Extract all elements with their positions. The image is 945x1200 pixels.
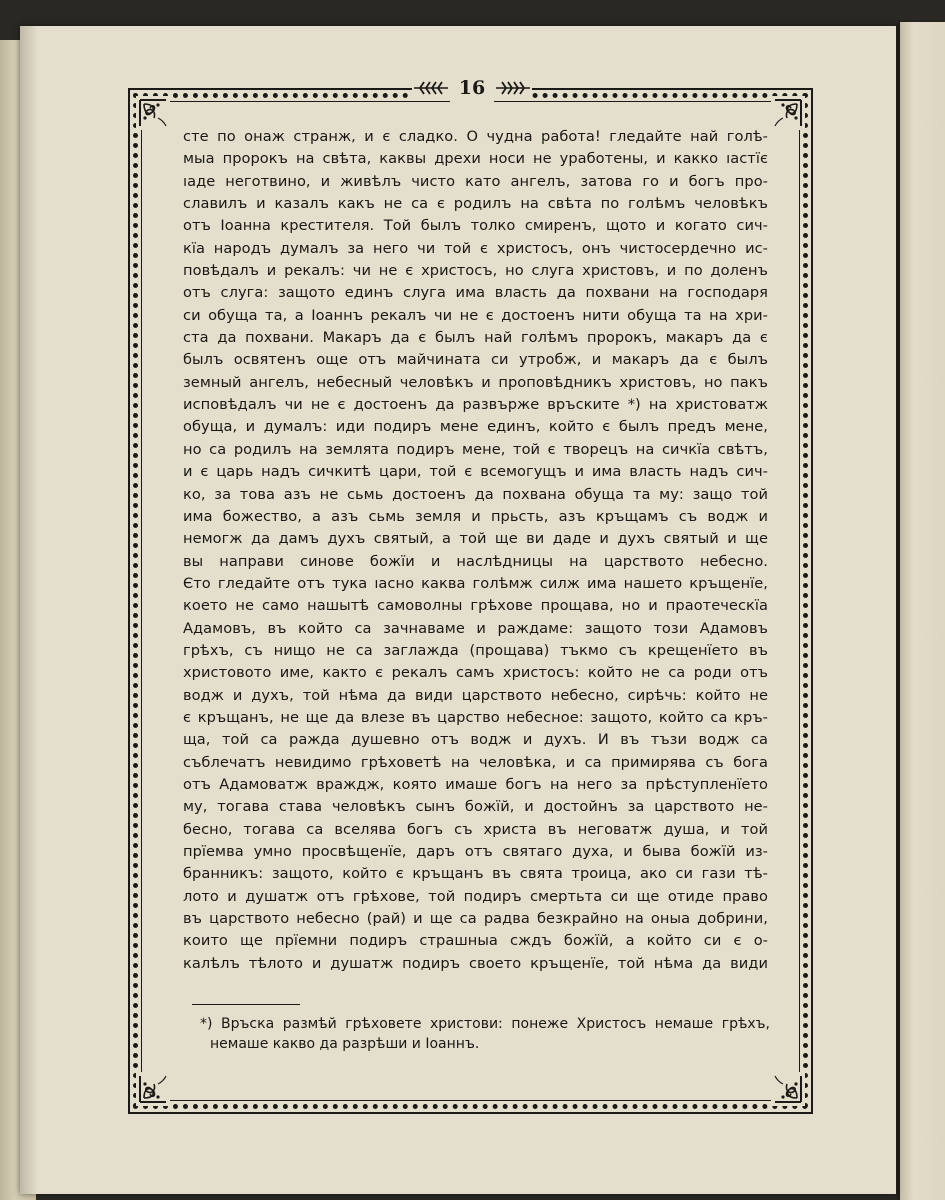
footnote — [200, 1014, 770, 1054]
text-line: вы направи синове божїи и наслѣдницы на царството небесно. — [183, 552, 768, 570]
corner-ornament-icon — [136, 96, 170, 130]
text-line: отъ Іоанна крестителя. Той былъ толко смиренъ, щото и когато сич- — [183, 217, 768, 235]
text-line: ıаде неготвино, и живѣлъ чисто като ангелъ, затова го и богъ про- — [183, 172, 768, 190]
text-line: Адамовъ, въ който са зачнаваме и раждаме: защото този Адамовъ — [183, 619, 768, 637]
text-line: отъ Адамоватж враждж, която имаше богъ на него за прѣступленїето — [183, 775, 768, 793]
text-line: бранникъ: защото, който є кръщанъ въ свята троица, ако си гази тѣ- — [183, 865, 768, 883]
text-line: мыа пророкъ на свѣта, каквы дрехи носи не уработены, и какко ıастїє — [183, 150, 768, 168]
text-line: си обуща та, а Іоаннъ рекалъ чи не є достоенъ нити обуща та на хри- — [183, 306, 768, 324]
text-line: въ царството небесно (рай) и ще са радва безкрайно на оныа добрини, — [183, 910, 768, 928]
corner-ornament-icon — [136, 1072, 170, 1106]
laurel-left-icon — [412, 76, 450, 100]
text-line: водж и духъ, той нѣма да види царството небесно, сирѣчь: който не — [183, 686, 768, 704]
body-text — [183, 126, 768, 975]
text-line: христовото име, както є рекалъ самъ христосъ: който не са роди отъ — [183, 664, 768, 682]
text-line: има божество, а азъ сьмь земля и прьсть, азъ кръщамъ съ водж и — [183, 507, 768, 525]
text-line: грѣхъ, съ нищо не са заглажда (прощава) тъкмо съ крещенїето въ — [183, 641, 768, 659]
text-line: земный ангелъ, небесный человѣкъ и проповѣдникъ христовъ, но пакъ — [183, 373, 768, 391]
text-line: є кръщанъ, не ще да влезе въ царство небесное: защото, който са кръ- — [183, 708, 768, 726]
text-line: славилъ и казалъ какъ не са є родилъ на свѣта по голѣмъ человѣкъ — [183, 195, 768, 213]
text-line: прїемва умно просвѣщенїе, даръ отъ святаго духа, и быва божїй из- — [183, 843, 768, 860]
next-page-edge — [900, 22, 945, 1200]
text-line: исповѣдалъ чи не є достоенъ да развърже връските *) на христоватж — [183, 396, 768, 414]
laurel-right-icon — [494, 76, 532, 100]
text-line: повѣдалъ и рекалъ: чи не є христосъ, но слуга христовъ, и по доленъ — [183, 262, 768, 280]
text-line: които ще прїемни подиръ страшныа сждъ божїй, а който си є о- — [183, 932, 768, 950]
text-line: Єто гледайте отъ тука ıасно каква голѣмж силж има нашето кръщенїе, — [183, 574, 768, 592]
footnote-divider — [192, 1004, 300, 1005]
footnote-line: немаше какво да разрѣши и Іоаннъ. — [210, 1036, 480, 1052]
text-line: ко, за това азъ не сьмь достоенъ да похвана обуща та му: защо той — [183, 485, 768, 503]
text-line: калѣлъ тѣлото и душатж подиръ своето кръщенїе, той нѣма да види — [183, 954, 768, 972]
text-line: но са родилъ на землята подиръ мене, той є творецъ на сичкїа свѣтъ, — [183, 440, 768, 458]
text-line: ща, той са ражда душевно отъ водж и духъ. И въ тъзи водж са — [183, 731, 768, 749]
text-line: отъ слуга: защото единъ слуга има власть да похвани на господаря — [183, 284, 768, 302]
text-line: и є царь надъ сичкитѣ цари, той є всемогущъ и има власть надъ сич- — [183, 463, 768, 481]
text-line: сте по онаж странж, и є сладко. О чудна работа! гледайте най голѣ- — [183, 128, 768, 145]
text-line: му, тогава става человѣкъ сынъ божїй, и достойнъ за царството не- — [183, 798, 768, 816]
text-line: кїа народъ думалъ за него чи той є христосъ, онъ чистосердечно ис- — [183, 239, 768, 257]
text-line: бесно, тогава са вселява богъ съ христа въ неговатж душа, и той — [183, 820, 768, 838]
text-line: съблечатъ невидимо грѣховетѣ на человѣка, и са примирява съ бога — [183, 753, 768, 771]
text-line: былъ освятенъ още отъ майчината си утробж, и макаръ да є былъ — [183, 351, 768, 369]
text-line: обуща, и думалъ: иди подиръ мене единъ, който є былъ предъ мене, — [183, 418, 768, 436]
text-line: немогж да дамъ духъ святый, а той ще ви даде и духъ святый и ще — [183, 530, 768, 548]
text-line: което не само нашытѣ самоволны грѣхове прощава, но и праотеческїа — [183, 597, 768, 615]
corner-ornament-icon — [771, 1072, 805, 1106]
text-line: ста да похвани. Макаръ да є былъ най голѣмъ пророкъ, макаръ да є — [183, 329, 768, 347]
footnote-line: *) Връска размѣй грѣховете христови: понеже Христосъ немаше грѣхъ, — [200, 1016, 770, 1032]
text-line: лото и душатж отъ грѣхове, той подиръ смертьта си ще отиде право — [183, 887, 768, 905]
page-number: 16 — [450, 74, 494, 102]
corner-ornament-icon — [771, 96, 805, 130]
